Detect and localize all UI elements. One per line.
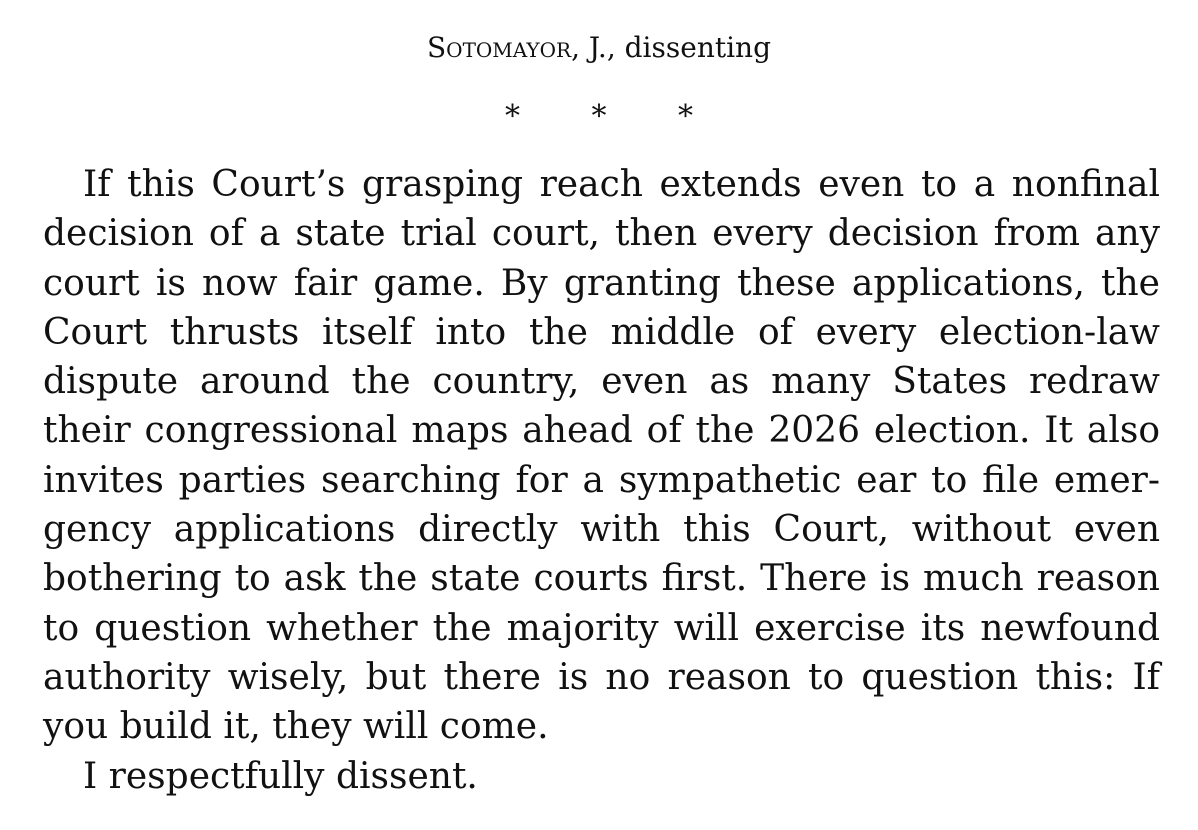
justice-name: Sotomayor bbox=[426, 31, 572, 64]
running-header bbox=[0, 30, 1198, 66]
opinion-body bbox=[43, 160, 1160, 801]
paragraph-main: If this Court’s grasping reach extends even to a nonfinal decision of a state trial court, then every decision from any court is now fair game. By granting these applications, the Court thrusts itself into the middle of every election-law dispute around the country, even as many States redraw their congressional maps ahead of the 2026 election. It also invites parties searching for a sympathetic ear to file emergency applications directly with this Court, without even bothering to ask the state courts first. There is much reason to question whether the majority will exercise its newfound authority wisely, but there is no reason to question this: If you build it, they will come. bbox=[43, 164, 1160, 748]
paragraph-closing: I respectfully dissent. bbox=[83, 755, 478, 797]
opinion-type: , J., dissenting bbox=[571, 31, 772, 64]
section-separator: * * * bbox=[504, 99, 694, 134]
